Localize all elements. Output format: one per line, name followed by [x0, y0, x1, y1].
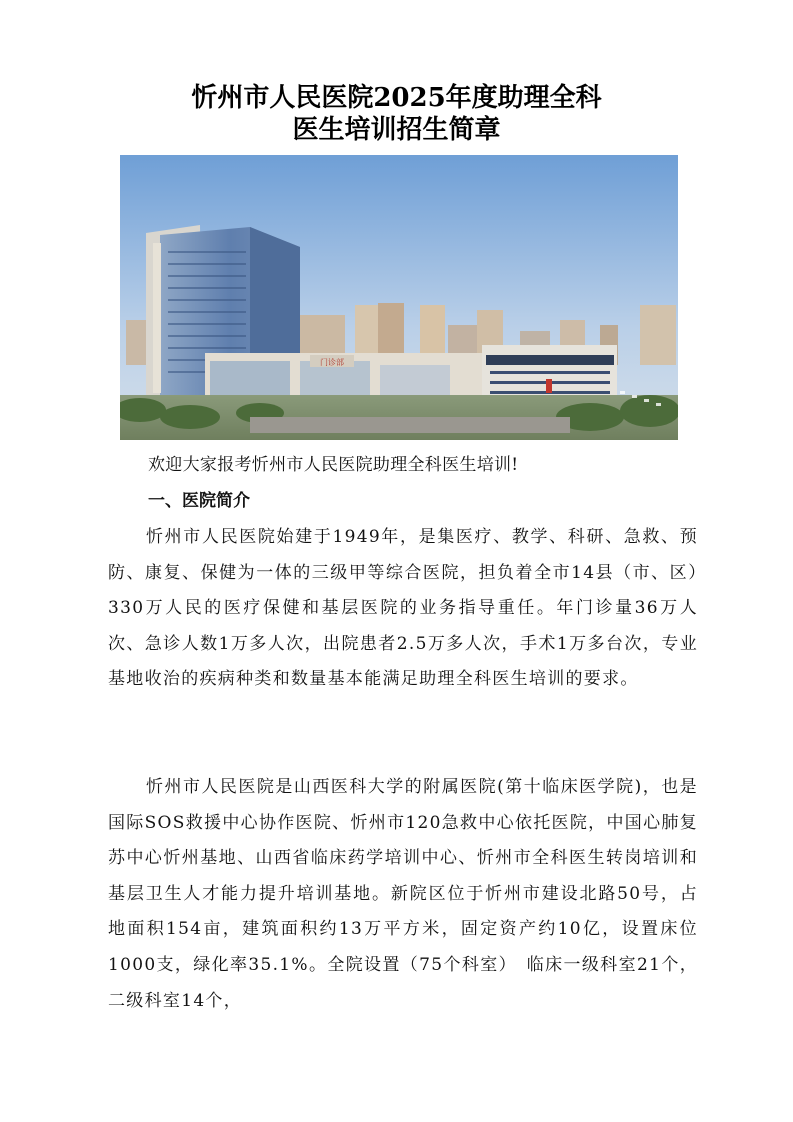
body-paragraph-2: 忻州市人民医院是山西医科大学的附属医院(第十临床医学院)，也是国际SOS救援中心协作医院、忻州市120急救中心依托医院，中国心肺复苏中心忻州基地、山西省临床药学培训中心、忻州市全科医生转岗培训和基层卫生人才能力提升培训基地。新院区位于忻州市建设北路50号，占地面积154亩，建筑面积约13万平方米，固定资产约10亿，设置床位1000支，绿化率35.1%。全院设置（75个科室） 临床一级科室21个，二级科室14个， [108, 777, 698, 1011]
body-paragraph-1: 忻州市人民医院始建于1949年，是集医疗、教学、科研、急救、预防、康复、保健为一体的三级甲等综合医院，担负着全市14县（市、区）330万人民的医疗保健和基层医院的业务指导重任。年门诊量36万人次、急诊人数1万多人次，出院患者2.5万多人次，手术1万多台次，专业基地收治的疾病种类和数量基本能满足助理全科医生培训的要求。 [108, 527, 698, 690]
greeting-text: 欢迎大家报考忻州市人民医院助理全科医生培训! [148, 455, 519, 475]
hospital-photo [120, 155, 678, 440]
hospital-signage: 门诊部 [320, 358, 344, 367]
page-title [120, 82, 673, 146]
title-line-1: 忻州市人民医院2025年度助理全科 [191, 83, 602, 113]
title-line-2: 医生培训招生简章 [292, 115, 501, 145]
section-heading-hospital-intro: 一、医院简介 [148, 491, 250, 511]
